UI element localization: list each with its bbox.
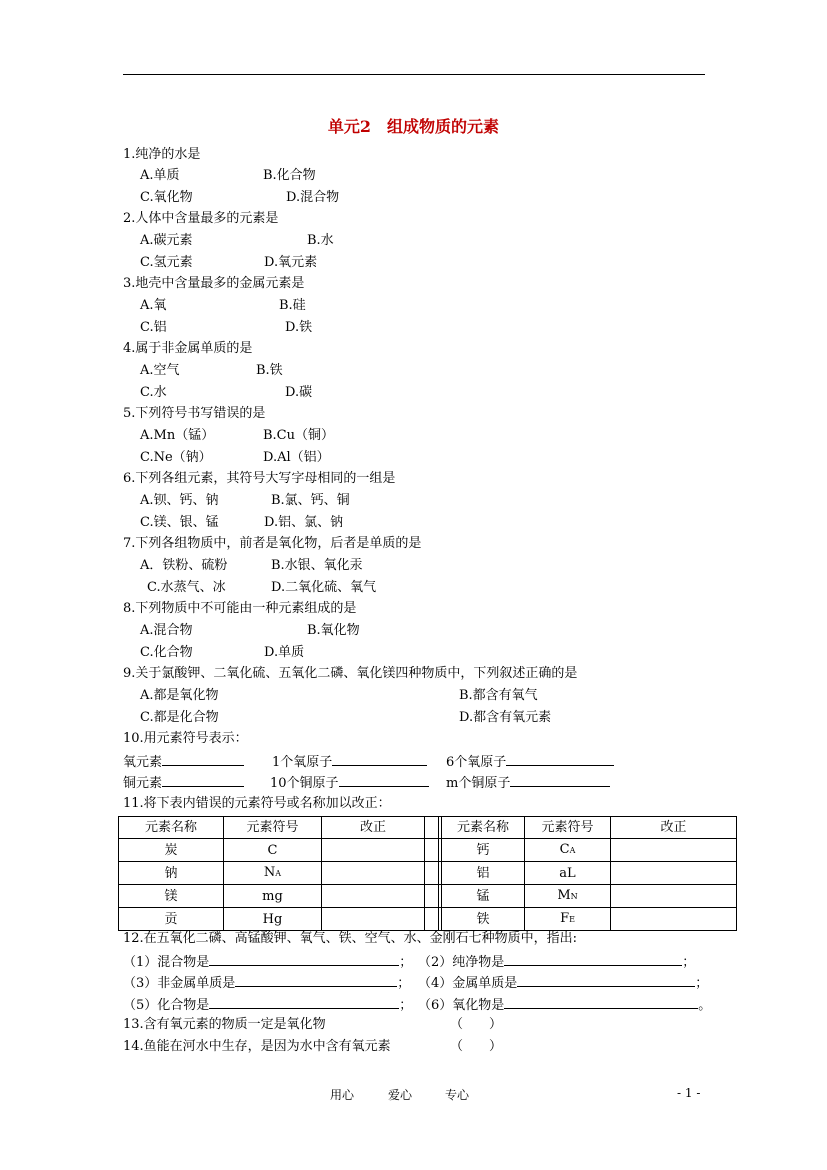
- header-cell: 元素名称: [119, 817, 224, 839]
- answer-blank[interactable]: [517, 973, 695, 987]
- end-mark: 。: [698, 998, 712, 1013]
- footer-text: 用心: [330, 1088, 355, 1102]
- fill-item: [418, 952, 695, 972]
- question-4-stem: 4.属于非金属单质的是: [123, 341, 253, 356]
- element-symbol-cell: FE: [525, 908, 611, 931]
- fill-label: 氧元素: [123, 755, 163, 770]
- option: A.都是氧化物: [140, 688, 219, 703]
- question-11-stem: 11.将下表内错误的元素符号或名称加以改正：: [123, 796, 391, 811]
- option: A.氧: [140, 298, 167, 313]
- header-cell: 元素名称: [442, 817, 525, 839]
- correction-cell[interactable]: [611, 908, 737, 931]
- element-name-cell: 镁: [119, 885, 224, 908]
- answer-blank[interactable]: [332, 752, 427, 766]
- option: D.混合物: [286, 190, 340, 205]
- element-correction-table: [118, 816, 737, 931]
- element-symbol-cell: NA: [224, 862, 322, 885]
- correction-cell[interactable]: [322, 885, 425, 908]
- element-symbol-cell: Hg: [224, 908, 322, 931]
- fill-label: 10个铜原子: [270, 776, 339, 791]
- question-3-stem: 3.地壳中含量最多的金属元素是: [123, 276, 305, 291]
- answer-blank[interactable]: [209, 995, 399, 1009]
- answer-blank[interactable]: [504, 995, 698, 1009]
- option: B.化合物: [263, 168, 316, 183]
- option: C.水蒸气、冰: [147, 580, 226, 595]
- fill-item: [123, 973, 410, 993]
- fill-item: [123, 752, 244, 772]
- option: C.氧化物: [140, 190, 193, 205]
- element-symbol-cell: MN: [525, 885, 611, 908]
- fill-item: [418, 995, 711, 1015]
- table-row: [119, 862, 737, 885]
- separator: ；: [399, 998, 413, 1013]
- fill-item: [123, 995, 412, 1015]
- option: B.硅: [279, 298, 306, 313]
- header-cell: 改正: [322, 817, 425, 839]
- answer-blank[interactable]: [339, 773, 429, 787]
- spacer-cell: [425, 862, 439, 885]
- answer-blank[interactable]: [504, 952, 682, 966]
- spacer-cell: [425, 817, 439, 839]
- spacer-cell: [425, 885, 439, 908]
- fill-label: （3）非金属单质是: [123, 976, 236, 991]
- element-symbol-cell: C: [224, 839, 322, 862]
- question-10-stem: 10.用元素符号表示：: [123, 731, 248, 746]
- option: D.Al（铝）: [263, 450, 330, 465]
- answer-blank[interactable]: [510, 773, 610, 787]
- fill-label: 铜元素: [123, 776, 163, 791]
- option: B.氧化物: [307, 623, 360, 638]
- fill-item: [270, 773, 429, 793]
- option: D.氧元素: [264, 255, 318, 270]
- element-name-cell: 钠: [119, 862, 224, 885]
- separator: ；: [397, 976, 411, 991]
- option: C.都是化合物: [140, 710, 219, 725]
- answer-parentheses[interactable]: （ ）: [450, 1017, 503, 1032]
- option: A.混合物: [140, 623, 193, 638]
- page-number: - 1 -: [677, 1086, 701, 1100]
- element-name-cell: 铁: [442, 908, 525, 931]
- element-name-cell: 贡: [119, 908, 224, 931]
- page-title: 单元2 组成物质的元素: [327, 117, 500, 136]
- question-14-stem: 14.鱼能在河水中生存，是因为水中含有氧元素: [123, 1039, 391, 1054]
- option: B.水: [307, 233, 334, 248]
- answer-blank[interactable]: [162, 752, 244, 766]
- element-name-cell: 锰: [442, 885, 525, 908]
- option: A.钡、钙、钠: [140, 493, 219, 508]
- fill-item: [272, 752, 427, 772]
- fill-label: （6）氧化物是: [418, 998, 505, 1013]
- table-header-row: [119, 817, 737, 839]
- option: A．铁粉、硫粉: [140, 558, 228, 573]
- header-rule: [123, 74, 705, 75]
- correction-cell[interactable]: [322, 908, 425, 931]
- question-12-stem: 12.在五氧化二磷、高锰酸钾、氧气、铁、空气、水、金刚石七种物质中，指出:: [123, 931, 578, 946]
- spacer-cell: [425, 839, 439, 862]
- option: C.Ne（钠）: [140, 450, 212, 465]
- correction-cell[interactable]: [322, 862, 425, 885]
- option: D.铝、氯、钠: [264, 515, 344, 530]
- separator: ；: [682, 955, 696, 970]
- option: A.空气: [140, 363, 180, 378]
- element-symbol-cell: aL: [525, 862, 611, 885]
- correction-cell[interactable]: [611, 885, 737, 908]
- separator: ；: [695, 976, 709, 991]
- fill-item: [123, 773, 244, 793]
- correction-cell[interactable]: [322, 839, 425, 862]
- option: B.氯、钙、铜: [271, 493, 350, 508]
- option: C.铝: [140, 320, 167, 335]
- header-cell: 元素符号: [224, 817, 322, 839]
- answer-blank[interactable]: [209, 952, 399, 966]
- option: A.Mn（锰）: [140, 428, 215, 443]
- element-name-cell: 炭: [119, 839, 224, 862]
- element-name-cell: 钙: [442, 839, 525, 862]
- option: C.水: [140, 385, 167, 400]
- option: B.都含有氧气: [459, 688, 538, 703]
- separator: ；: [399, 955, 413, 970]
- option: B.铁: [256, 363, 283, 378]
- question-8-stem: 8.下列物质中不可能由一种元素组成的是: [123, 601, 357, 616]
- option: D.二氧化硫、氧气: [271, 580, 377, 595]
- option: D.单质: [264, 645, 305, 660]
- answer-blank[interactable]: [235, 973, 397, 987]
- fill-label: （2）纯净物是: [418, 955, 505, 970]
- answer-blank[interactable]: [162, 773, 244, 787]
- table-row: [119, 908, 737, 931]
- option: B.Cu（铜）: [263, 428, 335, 443]
- fill-label: 6个氧原子: [446, 755, 507, 770]
- fill-label: m个铜原子: [446, 776, 511, 791]
- question-13-stem: 13.含有氧元素的物质一定是氧化物: [123, 1017, 326, 1032]
- footer-text: 爱心: [388, 1088, 413, 1102]
- option: A.碳元素: [140, 233, 193, 248]
- correction-cell[interactable]: [611, 862, 737, 885]
- question-1-stem: 1.纯净的水是: [123, 147, 201, 162]
- option: D.碳: [285, 385, 313, 400]
- question-9-stem: 9.关于氯酸钾、二氧化硫、五氧化二磷、氧化镁四种物质中，下列叙述正确的是: [123, 666, 578, 681]
- spacer-cell: [425, 908, 439, 931]
- option: C.镁、银、锰: [140, 515, 219, 530]
- fill-label: （4）金属单质是: [418, 976, 518, 991]
- question-6-stem: 6.下列各组元素，其符号大写字母相同的一组是: [123, 471, 396, 486]
- fill-item: [123, 952, 412, 972]
- table-row: [119, 839, 737, 862]
- question-2-stem: 2.人体中含量最多的元素是: [123, 211, 279, 226]
- fill-item: [446, 752, 614, 772]
- fill-item: [418, 973, 708, 993]
- question-5-stem: 5.下列符号书写错误的是: [123, 406, 266, 421]
- answer-blank[interactable]: [506, 752, 614, 766]
- fill-label: 1个氧原子: [272, 755, 333, 770]
- fill-item: [446, 773, 610, 793]
- fill-label: （5）化合物是: [123, 998, 210, 1013]
- option: C.化合物: [140, 645, 193, 660]
- option: A.单质: [140, 168, 180, 183]
- question-7-stem: 7.下列各组物质中，前者是氧化物，后者是单质的是: [123, 536, 422, 551]
- table-row: [119, 885, 737, 908]
- option: D.都含有氧元素: [459, 710, 552, 725]
- option: C.氢元素: [140, 255, 193, 270]
- fill-label: （1）混合物是: [123, 955, 210, 970]
- element-symbol-cell: mg: [224, 885, 322, 908]
- header-cell: 改正: [611, 817, 737, 839]
- answer-parentheses[interactable]: （ ）: [450, 1039, 503, 1054]
- header-cell: 元素符号: [525, 817, 611, 839]
- option: D.铁: [285, 320, 313, 335]
- correction-cell[interactable]: [611, 839, 737, 862]
- element-symbol-cell: CA: [525, 839, 611, 862]
- option: B.水银、氧化汞: [271, 558, 363, 573]
- footer-text: 专心: [445, 1088, 470, 1102]
- element-name-cell: 铝: [442, 862, 525, 885]
